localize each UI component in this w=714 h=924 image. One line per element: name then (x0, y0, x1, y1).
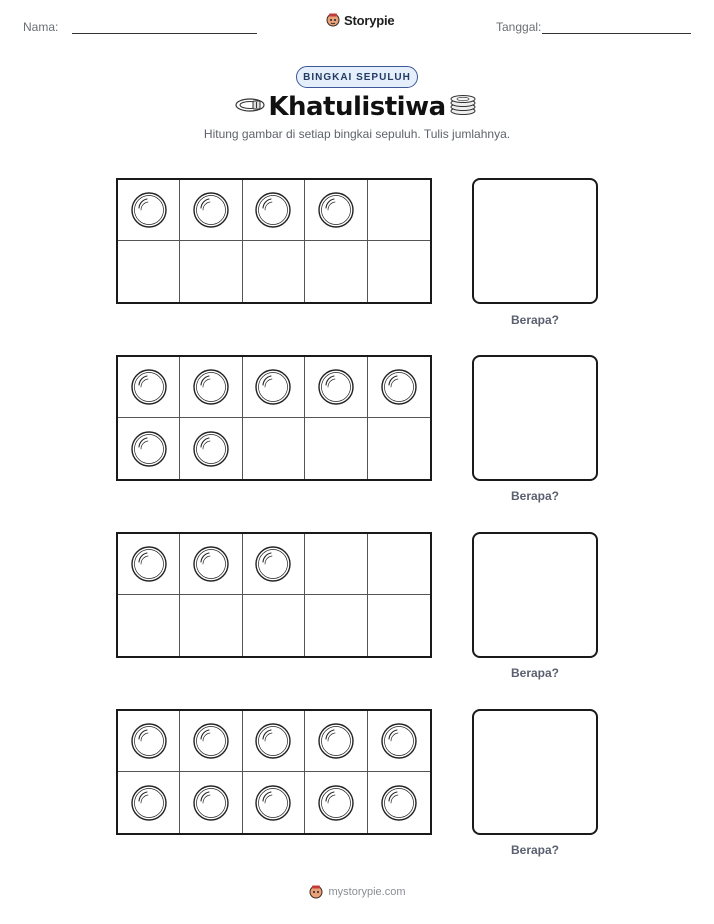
ten-frame-cell (305, 241, 367, 302)
ten-frame-cell (118, 711, 180, 772)
storypie-mascot-icon (308, 884, 324, 900)
ten-frame-cell (118, 534, 180, 595)
ten-frame-cell (180, 595, 242, 656)
ten-frame-cell (243, 418, 305, 479)
bubble-icon (191, 429, 231, 469)
ten-frame-cell (305, 595, 367, 656)
bubble-icon (316, 783, 356, 823)
bubble-icon (379, 783, 419, 823)
ten-frame-cell (305, 772, 367, 833)
date-label: Tanggal: (496, 20, 542, 34)
ten-frame-cell (368, 711, 430, 772)
answer-prompt: Berapa? (510, 489, 560, 503)
ten-frame (116, 709, 432, 835)
bubble-icon (253, 367, 293, 407)
storypie-mascot-icon (326, 12, 340, 28)
ten-frame-cell (243, 772, 305, 833)
name-label: Nama: (23, 20, 59, 34)
ten-frame-cell (368, 595, 430, 656)
bubble-icon (129, 190, 169, 230)
ten-frame-cell (180, 357, 242, 418)
ten-frame-cell (118, 241, 180, 302)
ten-frame-cell (180, 534, 242, 595)
ten-frame-cell (180, 241, 242, 302)
ten-frame-cell (118, 180, 180, 241)
ten-frame-cell (180, 711, 242, 772)
coin-stack-icon (448, 94, 478, 116)
bubble-icon (129, 544, 169, 584)
ten-frame-cell (305, 418, 367, 479)
bubble-icon (191, 367, 231, 407)
ten-frame-cell (368, 772, 430, 833)
footer (0, 884, 714, 900)
brand-name: Storypie (344, 12, 395, 28)
bubble-icon (379, 721, 419, 761)
bubble-icon (253, 190, 293, 230)
ten-frame-cell (243, 180, 305, 241)
ten-frame-cell (180, 772, 242, 833)
answer-box[interactable] (472, 355, 598, 481)
instructions: Hitung gambar di setiap bingkai sepuluh. Tulis jumlahnya. (203, 127, 511, 141)
ten-frame-cell (180, 180, 242, 241)
ten-frame-cell (180, 418, 242, 479)
ten-frame (116, 532, 432, 658)
ten-frame (116, 355, 432, 481)
ten-frame-cell (368, 534, 430, 595)
ten-frame-cell (368, 180, 430, 241)
answer-prompt: Berapa? (510, 666, 560, 680)
bubble-icon (191, 783, 231, 823)
ten-frame-cell (305, 534, 367, 595)
bubble-icon (129, 429, 169, 469)
bubble-icon (253, 721, 293, 761)
bubble-icon (379, 367, 419, 407)
page-title: Khatulistiwa (268, 92, 446, 122)
name-line[interactable] (72, 33, 257, 34)
ten-frame-cell (243, 595, 305, 656)
category-badge: BINGKAI SEPULUH (296, 66, 418, 88)
ten-frame-cell (243, 711, 305, 772)
ten-frame (116, 178, 432, 304)
ten-frame-cell (305, 180, 367, 241)
bubble-icon (129, 783, 169, 823)
ten-frame-cell (118, 418, 180, 479)
bubble-icon (316, 367, 356, 407)
ten-frame-cell (368, 418, 430, 479)
bubble-icon (316, 190, 356, 230)
ten-frame-cell (305, 711, 367, 772)
ten-frame-cell (368, 241, 430, 302)
answer-box[interactable] (472, 532, 598, 658)
brand-logo (326, 12, 394, 28)
answer-box[interactable] (472, 178, 598, 304)
ten-frame-cell (118, 357, 180, 418)
ten-frame-cell (118, 772, 180, 833)
bubble-icon (316, 721, 356, 761)
bubble-icon (253, 783, 293, 823)
bubble-icon (253, 544, 293, 584)
bubble-icon (191, 190, 231, 230)
answer-prompt: Berapa? (510, 843, 560, 857)
bubble-icon (191, 721, 231, 761)
ten-frame-cell (368, 357, 430, 418)
bubble-icon (129, 367, 169, 407)
ten-frame-cell (243, 357, 305, 418)
ten-frame-cell (243, 534, 305, 595)
answer-box[interactable] (472, 709, 598, 835)
ten-frame-cell (118, 595, 180, 656)
footer-site: mystorypie.com (328, 886, 406, 898)
answer-prompt: Berapa? (510, 313, 560, 327)
ten-frame-cell (305, 357, 367, 418)
bubble-icon (129, 721, 169, 761)
ten-frame-cell (243, 241, 305, 302)
date-line[interactable] (542, 33, 691, 34)
bubble-icon (191, 544, 231, 584)
